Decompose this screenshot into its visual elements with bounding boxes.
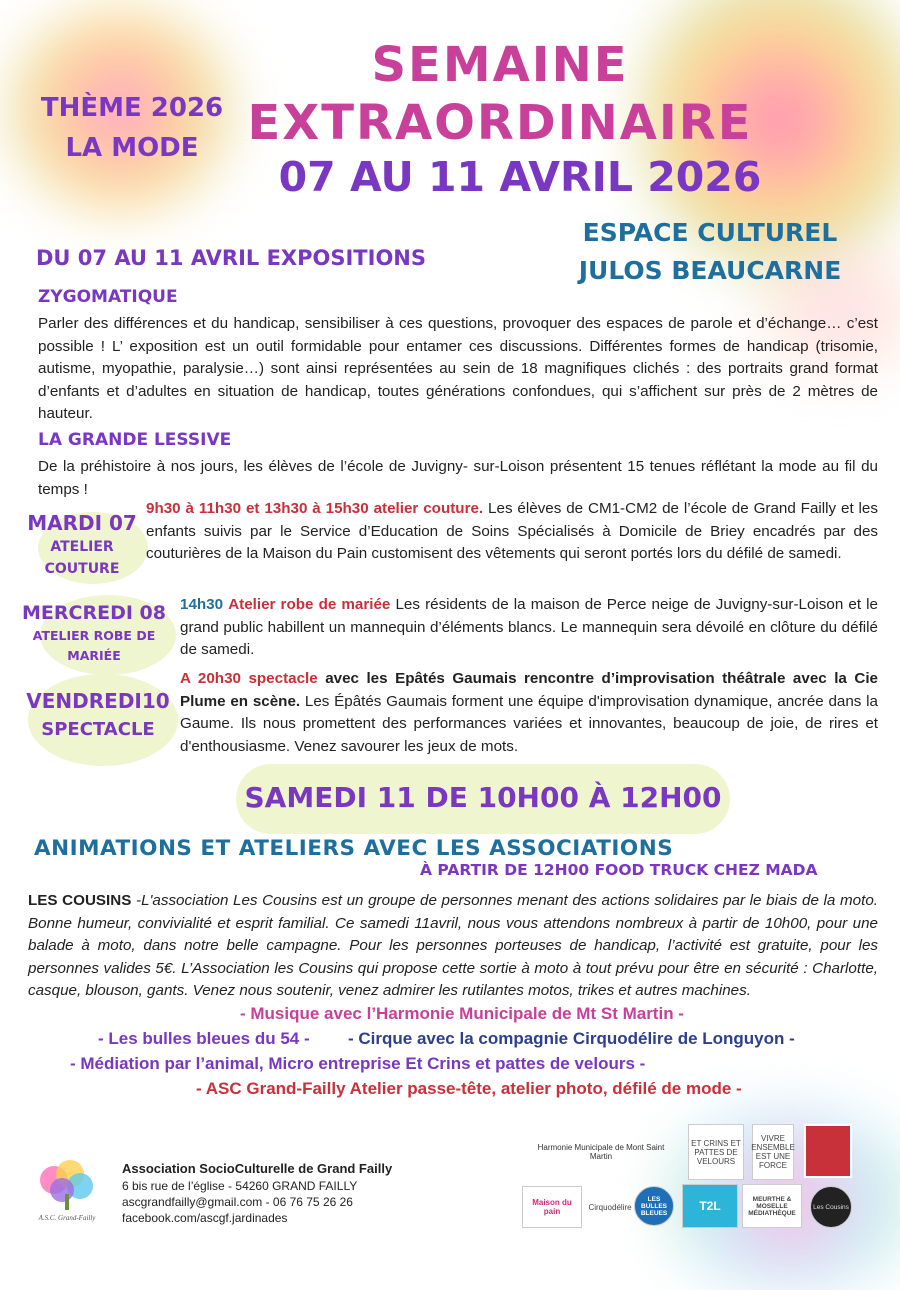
footer-org: Association SocioCulturelle de Grand Failly (122, 1161, 393, 1176)
animations-heading: ANIMATIONS ET ATELIERS AVEC LES ASSOCIATIONS (34, 836, 674, 861)
event-dates: 07 AU 11 AVRIL 2026 (278, 153, 762, 201)
day-desc-mercredi: Les résidents de la maison de Perce neige de Juvigny-sur-Loison et le grand public habillent un mannequin d’éléments blancs. Le mannequin sera dévoilé en clôture du défilé de samedi. (180, 596, 878, 658)
logo-crins-pattes: ET CRINS ET PATTES DE VELOURS (688, 1124, 744, 1180)
day-time-mardi: 9h30 à 11h30 et 13h30 à 15h30 (146, 500, 369, 517)
zygomatique-text: Parler des différences et du handicap, sensibiliser à ces questions, provoquer des espaces de parole et d’échange… c’est possible ! L’ exposition est un outil formidable pour entamer ces discussions. Différentes formes de handicap (trisomie, autisme, myopathie, paralysie…) sont ainsi représentées au sein de 18 magnifiques clichés : des portraits grand format d’enfants et d’adultes en situation de handicap, toutes générations confondues, qui s’affichent sur près de 2 mètres de hauteur. (38, 315, 878, 422)
day-sub-mardi-1: ATELIER (50, 539, 114, 555)
day-text-mardi (146, 498, 878, 566)
footer-contact (122, 1160, 392, 1226)
logo-mediatheque: MEURTHE & MOSELLE MÉDIATHÈQUE (742, 1184, 802, 1228)
day-label-vendredi (14, 686, 182, 744)
logo-red-shield (804, 1124, 852, 1178)
activity-line-4: - ASC Grand-Failly Atelier passe-tête, atelier photo, défilé de mode - (196, 1079, 742, 1098)
main-title (240, 36, 760, 152)
expositions-heading: DU 07 AU 11 AVRIL EXPOSITIONS (36, 246, 426, 270)
day-desc-vendredi: Les Épâtés Gaumais forment une équipe d'improvisation dynamique, ancrée dans la Gaume. Ils nous promettent des performances variées et innovantes, beaucoup de joie, de rires et d'enthousiasme. Venez savourer les jeux de mots. (180, 692, 878, 755)
day-text-vendredi (180, 668, 878, 758)
footer-facebook[interactable]: facebook.com/ascgf.jardinades (122, 1211, 288, 1225)
day-sub-mercredi-1: ATELIER ROBE DE (32, 628, 156, 643)
grande-lessive-title: LA GRANDE LESSIVE (38, 430, 232, 450)
title-line-1: SEMAINE (371, 37, 629, 93)
asc-logo-text: A.S.C. Grand-Failly (38, 1214, 96, 1222)
day-desc-mardi: Les élèves de CM1-CM2 de l’école de Grand Failly et les enfants suivis par le Service d’Education de Soins Spécialisés à Domicile de Briey encadrés par des couturières de la Maison du Pain customisent des vêtements qui seront portés lors du défilé de samedi. (146, 500, 878, 562)
logo-bulles-bleues: LES BULLES BLEUES (634, 1186, 674, 1226)
food-truck: À PARTIR DE 12H00 FOOD TRUCK CHEZ MADA (420, 861, 818, 879)
logo-t2l: T2L (682, 1184, 738, 1228)
asc-logo (34, 1160, 100, 1226)
day-sub-mercredi-2: MARIÉE (67, 648, 121, 663)
logo-cirquodelire: Cirquodélire (590, 1186, 630, 1228)
day-highlight-mardi: atelier couture. (373, 500, 484, 517)
day-text-mercredi (180, 594, 878, 662)
activity-line-1: - Musique avec l’Harmonie Municipale de Mt St Martin - (240, 1004, 684, 1023)
cousins-desc: -L'association Les Cousins est un groupe de personnes menant des actions solidaires par le biais de la moto. Bonne humeur, convivialité et esprit familial. Ce samedi 11avril, nous vous attendons nombreux à partir de 10h00, pour une balade à moto, dans notre belle campagne. Pour les personnes porteuses de handicap, l’activité est gratuite, pour les personnes valides 5€. L’Association les Cousins qui propose cette sortie à moto à tout prévu pour être en sécurité : Charlotte, casque, blouson, gants. Venez nous soutenir, venez admirer les rutilantes motos, trikes et autres machines. (28, 892, 878, 999)
logo-harmonie: Harmonie Municipale de Mont Saint Martin (537, 1143, 665, 1161)
venue-line-2: JULOS BEAUCARNE (578, 256, 842, 285)
day-time-mercredi: 14h30 (180, 596, 224, 613)
saturday-banner: SAMEDI 11 DE 10H00 À 12H00 (244, 781, 722, 814)
venue-line-1: ESPACE CULTUREL (582, 218, 838, 247)
day-label-mardi (14, 510, 150, 580)
tree-icon (34, 1160, 100, 1210)
zygomatique-title: ZYGOMATIQUE (38, 287, 178, 307)
day-label-mercredi (10, 600, 178, 666)
activity-line-2a: - Les bulles bleues du 54 - (98, 1029, 310, 1048)
day-name-vendredi: VENDREDI10 (26, 689, 170, 713)
day-name-mercredi: MERCREDI 08 (22, 602, 166, 624)
day-highlight-mercredi: Atelier robe de mariée (228, 596, 391, 613)
cousins-name: LES COUSINS (28, 892, 132, 909)
title-line-2: EXTRAORDINAIRE (247, 95, 753, 151)
venue (540, 214, 880, 290)
cousins-text (28, 890, 878, 1003)
logo-les-cousins: Les Cousins (810, 1186, 852, 1228)
logo-maison-du-pain: Maison du pain (522, 1186, 582, 1228)
logo-vivre-ensemble: VIVRE ENSEMBLE EST UNE FORCE (752, 1124, 794, 1180)
grande-lessive-text: De la préhistoire à nos jours, les élèves de l’école de Juvigny- sur-Loison présentent 15 tenues réflétant la mode au fil du temps ! (38, 458, 878, 498)
theme-line-1: THÈME 2026 (40, 93, 224, 123)
theme-line-2: LA MODE (65, 133, 199, 163)
footer-email-phone[interactable]: ascgrandfailly@gmail.com - 06 76 75 26 26 (122, 1195, 353, 1209)
day-sub-vendredi: SPECTACLE (41, 719, 155, 740)
day-name-mardi: MARDI 07 (27, 511, 137, 535)
theme-title (22, 88, 242, 168)
day-bold-vendredi: avec les Epâtés Gaumais rencontre d’improvisation théâtrale avec la Cie Plume en scène. (180, 670, 878, 710)
day-sub-mardi-2: COUTURE (44, 561, 120, 577)
activity-line-2b: - Cirque avec la compagnie Cirquodélire de Longuyon - (348, 1029, 795, 1048)
activity-line-3: - Médiation par l’animal, Micro entreprise Et Crins et pattes de velours - (70, 1054, 646, 1073)
day-time-vendredi: A 20h30 spectacle (180, 670, 318, 687)
footer-address: 6 bis rue de l’église - 54260 GRAND FAILLY (122, 1179, 358, 1193)
